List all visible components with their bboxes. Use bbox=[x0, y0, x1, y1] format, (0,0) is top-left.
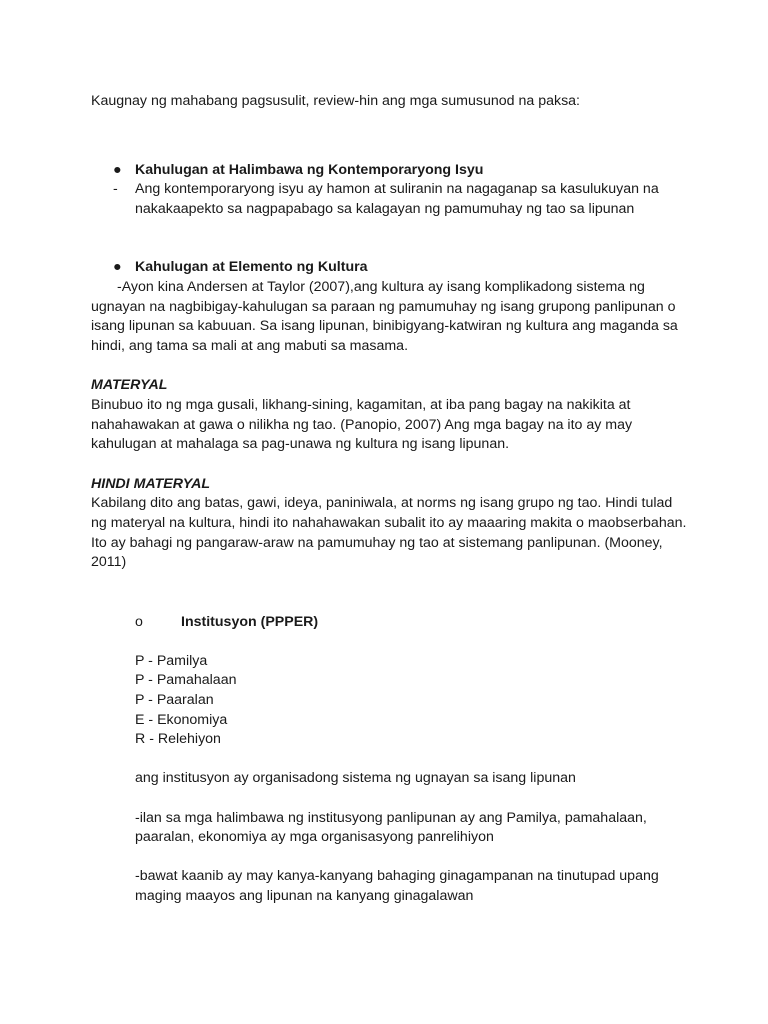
institusyon-heading-row bbox=[135, 613, 691, 633]
dash-icon: - bbox=[113, 181, 118, 198]
hindi-materyal-text: Kabilang dito ang batas, gawi, ideya, paniniwala, at norms ng isang grupo ng tao. Hindi tulad ng materyal na kultura, hindi ito nahahawakan subalit ito ay maaaring makita o maobserbahan. Ito ay bahagi ng pangaraw-araw na pamumuhay ng tao at sistemang panlipunan. (Mooney, 2011) bbox=[91, 495, 687, 571]
dash-item bbox=[91, 180, 691, 219]
intro-text: Kaugnay ng mahabang pagsusulit, review-hin ang mga sumusunod na paksa: bbox=[91, 93, 580, 109]
bullet-item bbox=[91, 258, 691, 278]
institusyon-section bbox=[135, 613, 691, 907]
section-kultura bbox=[91, 258, 691, 356]
list-item: R - Relehiyon bbox=[135, 731, 221, 748]
document-page bbox=[91, 92, 691, 926]
list-item: P - Pamahalaan bbox=[135, 672, 237, 689]
definition-text: Ang kontemporaryong isyu ay hamon at suliranin na nagaganap sa kasulukuyan na nakakaapekto sa nagpapabago sa kalagayan ng pamumuhay ng tao sa lipunan bbox=[135, 181, 659, 217]
ppper-list bbox=[135, 652, 691, 750]
circle-bullet-icon: o bbox=[135, 613, 143, 630]
section-heading: Kahulugan at Halimbawa ng Kontemporaryong Isyu bbox=[135, 161, 484, 178]
materyal-heading: MATERYAL bbox=[91, 377, 168, 394]
bullet-icon: ● bbox=[113, 259, 122, 276]
list-item: E - Ekonomiya bbox=[135, 711, 228, 728]
paragraph: -bawat kaanib ay may kanya-kanyang bahaging ginagampanan na tinutupad upang maging maayos ang lipunan na kanyang ginagalawan bbox=[135, 868, 659, 904]
section-heading: Kahulugan at Elemento ng Kultura bbox=[135, 259, 368, 276]
bullet-item bbox=[91, 161, 691, 181]
list-item: P - Paaralan bbox=[135, 692, 214, 709]
paragraph: -ilan sa mga halimbawa ng institusyong panlipunan ay ang Pamilya, pamahalaan, paaralan, ekonomiya ay mga organisasyong panrelihiyon bbox=[135, 809, 647, 846]
hindi-materyal-heading: HINDI MATERYAL bbox=[91, 475, 211, 492]
materyal-block bbox=[91, 376, 691, 454]
hindi-materyal-block bbox=[91, 475, 691, 573]
materyal-text: Binubuo ito ng mga gusali, likhang-sining, kagamitan, at iba pang bagay na nakikita at nahahawakan at gawa o nilikha ng tao. (Panopio, 2007) Ang mga bagay na ito ay may kahulugan at mahalaga sa pag-unawa ng kultura ng isang lipunan. bbox=[91, 396, 633, 453]
list-item: P - Pamilya bbox=[135, 652, 208, 669]
section-kontemporaryong-isyu bbox=[91, 161, 691, 220]
bullet-icon: ● bbox=[113, 161, 122, 178]
definition-text: -Ayon kina Andersen at Taylor (2007),ang kultura ay isang komplikadong sistema ng ugnayan na nagbibigay-kahulugan sa paraan ng pamumuhay ng isang grupong panlipunan o isang lipunan sa kabuuan. Sa isang lipunan, binibigyang-katwiran ng kultura ang maganda sa hindi, ang tama sa mali at ang mabuti sa masama. bbox=[91, 278, 678, 354]
paragraph: ang institusyon ay organisadong sistema ng ugnayan sa isang lipunan bbox=[135, 770, 576, 787]
institusyon-heading: Institusyon (PPPER) bbox=[181, 613, 319, 630]
